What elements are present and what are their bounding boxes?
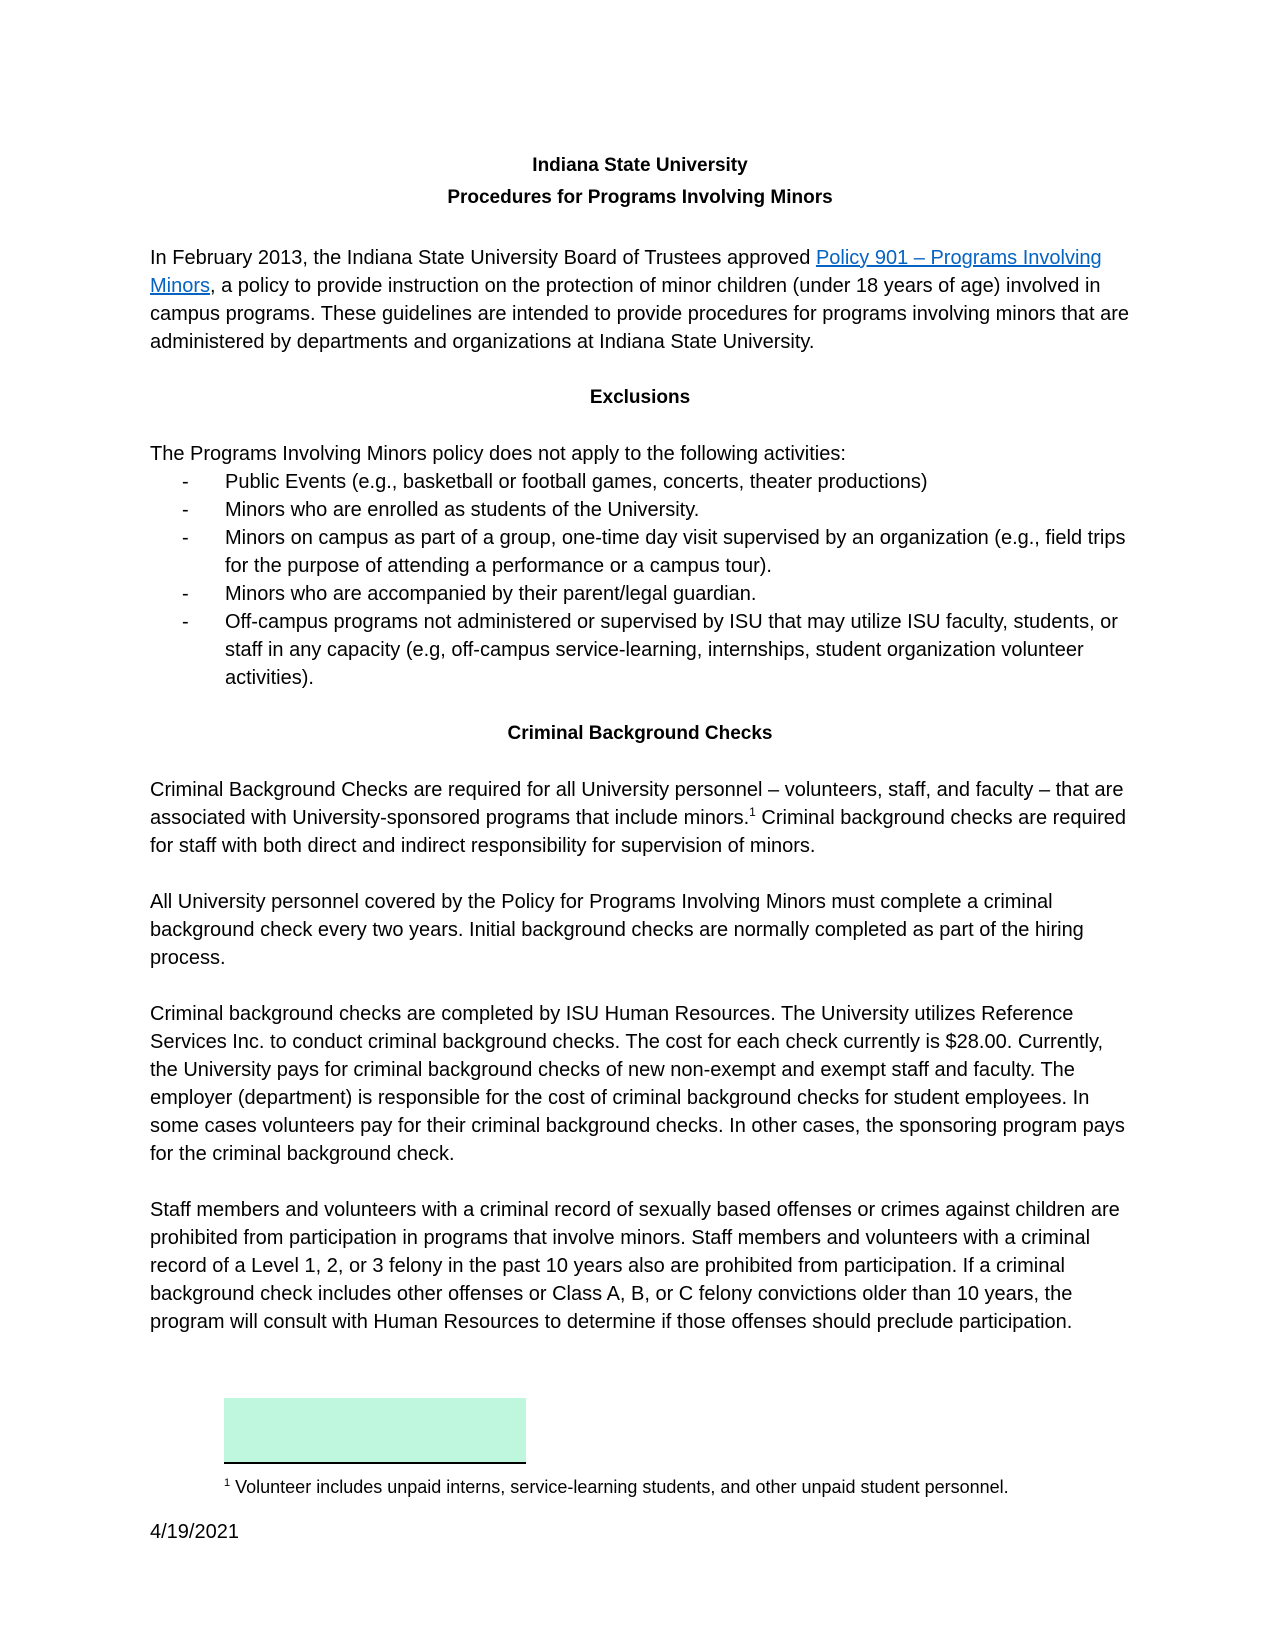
spacer: [150, 1168, 1130, 1196]
exclusions-list: [150, 468, 1130, 692]
intro-text-after-link: , a policy to provide instruction on the protection of minor children (under 18 years of age) involved in campus programs. These guidelines are intended to provide procedures for programs involving minors that are administered by departments and organizations at Indiana State University.: [150, 275, 1130, 353]
background-checks-paragraph-1: [150, 776, 1130, 860]
page-title-university: Indiana State University: [532, 155, 748, 176]
list-item: [150, 608, 1130, 692]
spacer: [150, 692, 1130, 720]
intro-paragraph: [150, 244, 1130, 356]
list-item-text: Public Events (e.g., basketball or football games, concerts, theater productions): [225, 471, 928, 493]
background-checks-heading: Criminal Background Checks: [507, 723, 773, 744]
paragraph-text: Criminal background checks are required for staff with both direct and indirect responsibility for supervision of minors.: [150, 807, 1127, 857]
spacer: [150, 356, 1130, 384]
list-item: [150, 524, 1130, 580]
spacer: [150, 412, 1130, 440]
list-item-text: Minors who are enrolled as students of the University.: [225, 499, 700, 521]
footnote-reference: 1: [749, 805, 756, 819]
footnote-highlight-block: [224, 1398, 526, 1464]
footnote-separator: [224, 1462, 526, 1464]
list-item: [150, 496, 1130, 524]
list-bullet: -: [182, 583, 189, 605]
spacer: [150, 214, 1130, 244]
list-bullet: -: [182, 611, 189, 633]
paragraph-text: Criminal Background Checks are required for all University personnel – volunteers, staff, and faculty – that are associated with University-sponsored programs that include minors.: [150, 779, 1124, 829]
footnote-text: Volunteer includes unpaid interns, service-learning students, and other unpaid student personnel.: [230, 1477, 1009, 1497]
document-date: 4/19/2021: [150, 1521, 239, 1543]
policy-901-link[interactable]: Policy 901 – Programs Involving Minors: [150, 247, 1102, 297]
spacer: [150, 860, 1130, 888]
page-title-procedures: Procedures for Programs Involving Minors: [447, 187, 833, 208]
list-item-text: Minors who are accompanied by their parent/legal guardian.: [225, 583, 757, 605]
background-checks-paragraph-3: Criminal background checks are completed by ISU Human Resources. The University utilizes Reference Services Inc. to conduct criminal background checks. The cost for each check currently is $28.00. Currently, the University pays for criminal background checks of new non-exempt and exempt staff and faculty. The employer (department) is responsible for the cost of criminal background checks for student employees. In some cases volunteers pay for their criminal background checks. In other cases, the sponsoring program pays for the criminal background check.: [150, 1003, 1125, 1165]
spacer: [150, 748, 1130, 776]
list-bullet: -: [182, 499, 189, 521]
list-bullet: -: [182, 471, 189, 493]
footnote: [224, 1474, 1124, 1500]
footnote-marker: 1: [224, 1477, 231, 1489]
intro-text-before-link: In February 2013, the Indiana State University Board of Trustees approved: [150, 247, 816, 269]
background-checks-paragraph-4: Staff members and volunteers with a criminal record of sexually based offenses or crimes against children are prohibited from participation in programs that involve minors. Staff members and volunteers with a criminal record of a Level 1, 2, or 3 felony in the past 10 years also are prohibited from participation. If a criminal background check includes other offenses or Class A, B, or C felony convictions older than 10 years, the program will consult with Human Resources to determine if those offenses should preclude participation.: [150, 1199, 1120, 1333]
spacer: [150, 972, 1130, 1000]
list-item-text: Off-campus programs not administered or supervised by ISU that may utilize ISU faculty, students, or staff in any capacity (e.g, off-campus service-learning, internships, student organization volunteer activities).: [225, 611, 1118, 689]
exclusions-heading: Exclusions: [589, 387, 691, 408]
list-item: [150, 580, 1130, 608]
list-item: [150, 468, 1130, 496]
list-item-text: Minors on campus as part of a group, one-time day visit supervised by an organization (e.g., field trips for the purpose of attending a performance or a campus tour).: [225, 527, 1126, 577]
background-checks-paragraph-2: All University personnel covered by the Policy for Programs Involving Minors must complete a criminal background check every two years. Initial background checks are normally completed as part of the hiring process.: [150, 891, 1084, 969]
list-bullet: -: [182, 527, 189, 549]
exclusions-lead: The Programs Involving Minors policy does not apply to the following activities:: [150, 443, 846, 465]
document-page: [150, 150, 1130, 1336]
